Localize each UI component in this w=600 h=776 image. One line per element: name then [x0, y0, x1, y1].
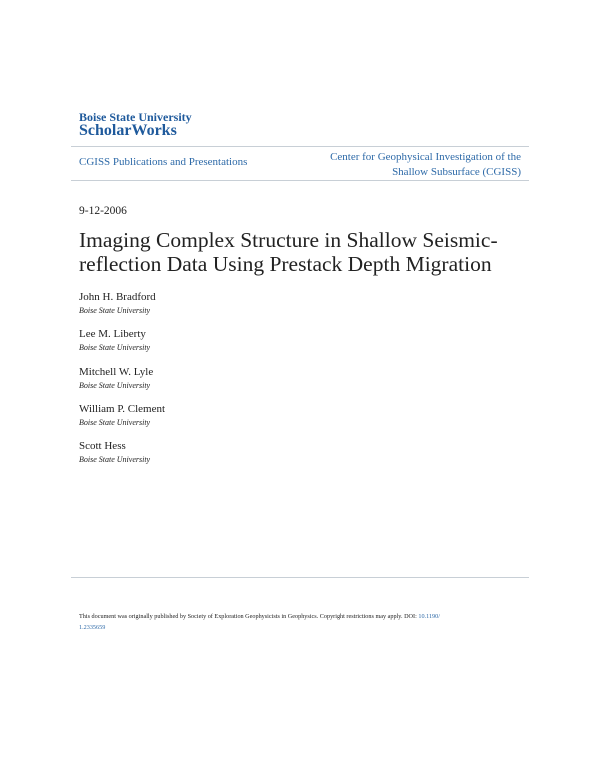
- paper-title: [79, 228, 539, 276]
- repository-name[interactable]: ScholarWorks: [79, 122, 177, 139]
- author-name: Lee M. Liberty: [79, 328, 146, 340]
- publication-date: 9-12-2006: [79, 205, 127, 217]
- author-name: Scott Hess: [79, 440, 126, 452]
- doi-link-part2[interactable]: 1.2335659: [79, 624, 106, 631]
- author-affiliation: Boise State University: [79, 455, 151, 464]
- author-affiliation: Boise State University: [79, 418, 151, 427]
- title-line-2: reflection Data Using Prestack Depth Migration: [79, 252, 492, 276]
- top-divider: [71, 146, 529, 147]
- center-link-line2[interactable]: Shallow Subsurface (CGISS): [392, 166, 521, 178]
- author-name: William P. Clement: [79, 403, 166, 415]
- author-affiliation: Boise State University: [79, 306, 151, 315]
- author-affiliation: Boise State University: [79, 381, 151, 390]
- doi-link-part1[interactable]: 10.1190/: [418, 613, 440, 620]
- center-link[interactable]: [281, 150, 521, 180]
- author-affiliation: Boise State University: [79, 343, 151, 352]
- copyright-notice: [79, 611, 524, 633]
- copyright-text: This document was originally published by Society of Exploration Geophysicists in Geophysics. Copyright restrictions may apply. DOI:: [79, 613, 417, 620]
- footer-divider: [71, 577, 529, 578]
- collection-link[interactable]: CGISS Publications and Presentations: [79, 156, 248, 168]
- header-divider: [71, 180, 529, 181]
- author-name: Mitchell W. Lyle: [79, 366, 154, 378]
- center-link-line1[interactable]: Center for Geophysical Investigation of the: [330, 151, 521, 163]
- institution-name[interactable]: Boise State University: [79, 110, 192, 124]
- author-name: John H. Bradford: [79, 291, 156, 303]
- title-line-1: Imaging Complex Structure in Shallow Seismic-: [79, 228, 498, 252]
